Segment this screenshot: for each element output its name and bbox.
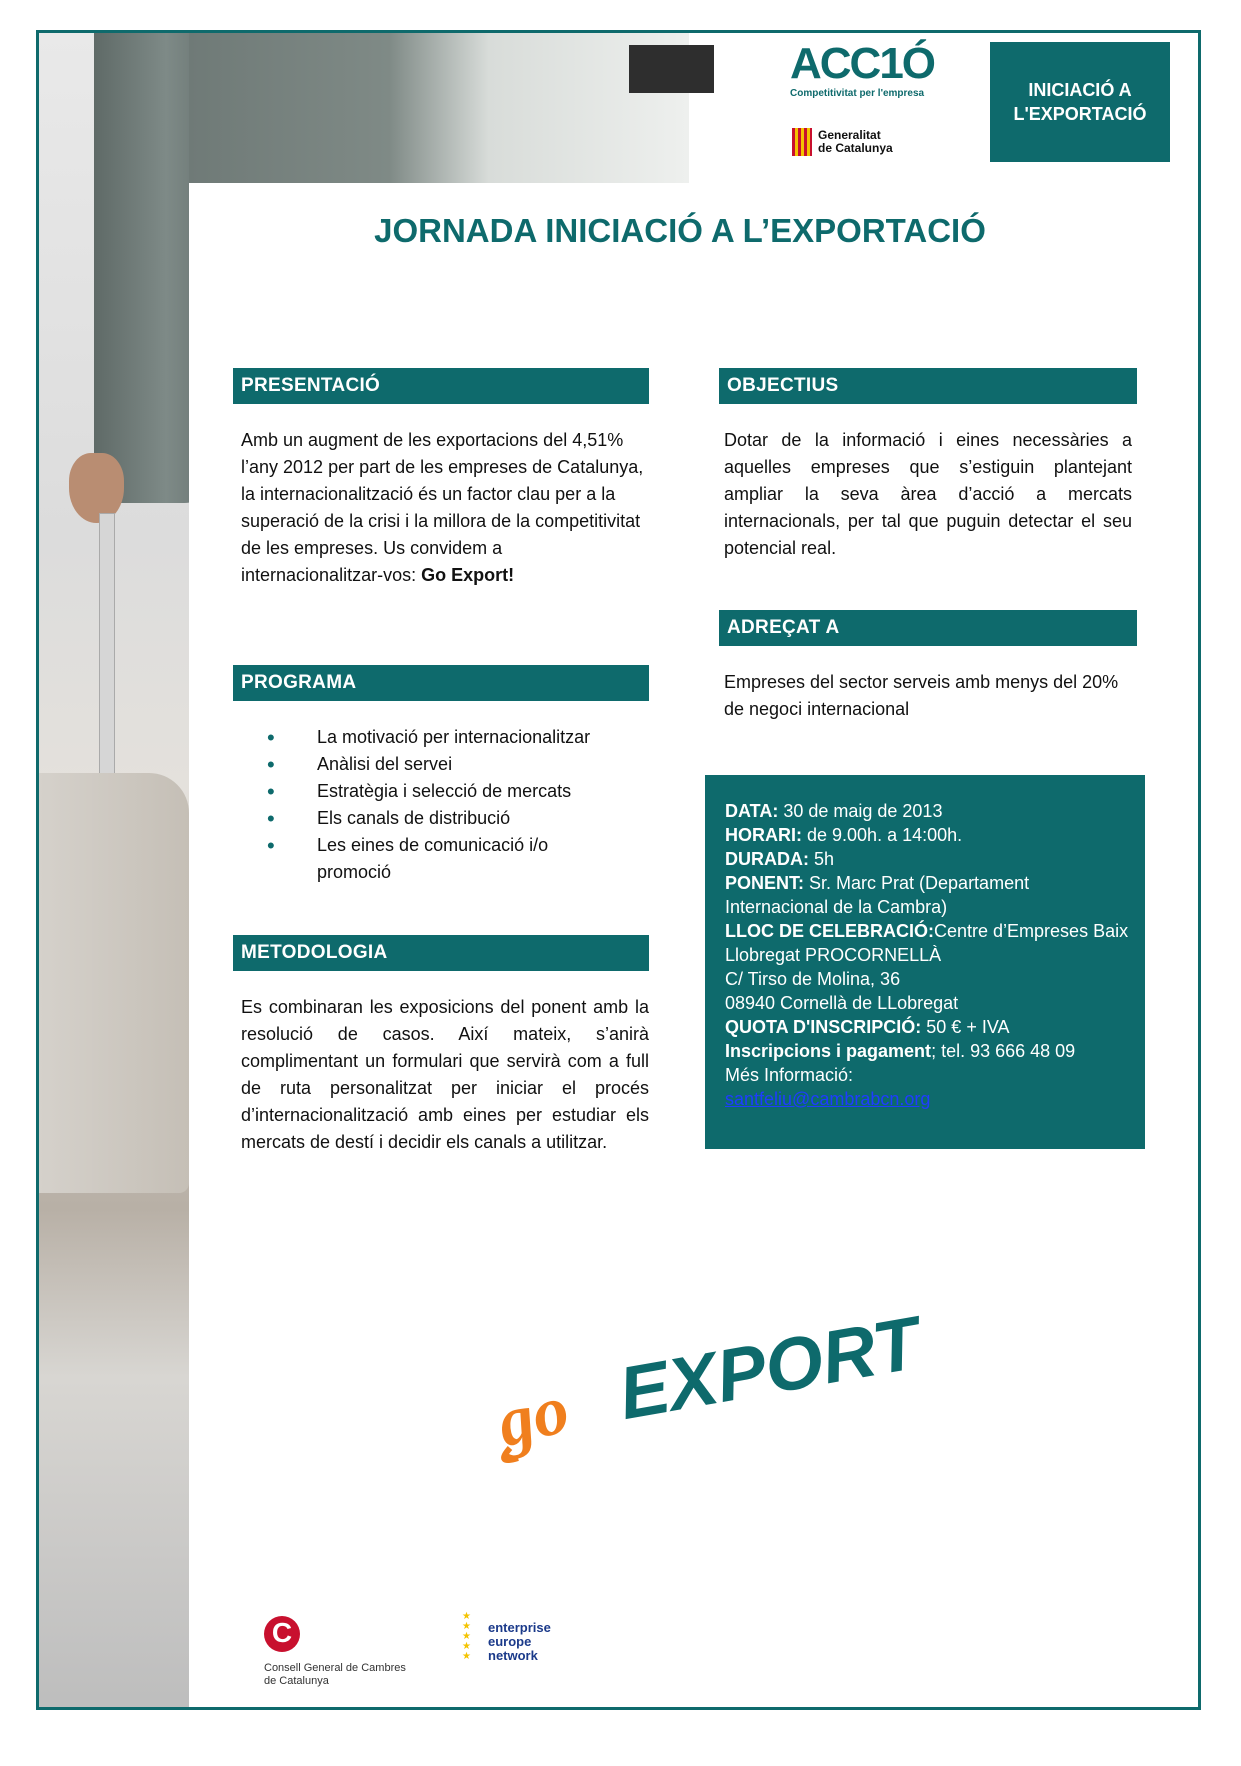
lloc-label: LLOC DE CELEBRACIÓ:	[725, 921, 934, 941]
tag-line2: L'EXPORTACIÓ	[1013, 104, 1147, 124]
event-info-box	[705, 775, 1145, 1149]
adrecat-heading: ADREÇAT A	[719, 610, 1137, 646]
data-value: 30 de maig de 2013	[778, 801, 943, 821]
een-line1: enterprise	[488, 1620, 551, 1635]
email-link[interactable]: santfeliu@cambrabcn.org	[725, 1089, 931, 1109]
een-line2: europe	[488, 1634, 532, 1649]
presentacio-go-export: Go Export!	[421, 565, 515, 585]
lloc-value: Centre d’Empreses Baix Llobregat PROCORNELLÀ	[725, 921, 1129, 965]
metodologia-text: Es combinaran les exposicions del ponent amb la resolució de casos. Així mateix, s’anirà complimentant un formulari que servirà com a full de ruta personalitzat per iniciar el procés d’internacionalització amb eines per estudiar els mercats de destí i decidir els canals a utilitzar.	[241, 997, 649, 1152]
generalitat-flag-icon	[792, 128, 812, 156]
durada-label: DURADA:	[725, 849, 809, 869]
presentacio-text	[241, 427, 649, 589]
horari-label: HORARI:	[725, 825, 802, 845]
generalitat-line2: de Catalunya	[818, 141, 893, 155]
data-label: DATA:	[725, 801, 779, 821]
list-item: • Els canals de distribució	[241, 805, 649, 832]
address-line1: C/ Tirso de Molina, 36	[725, 969, 901, 989]
ponent-label: PONENT:	[725, 873, 805, 893]
durada-value: 5h	[809, 849, 835, 869]
programa-heading: PROGRAMA	[233, 665, 649, 701]
adrecat-text: Empreses del sector serveis amb menys del 20% de negoci internacional	[724, 672, 1119, 719]
page-title: JORNADA INICIACIÓ A L’EXPORTACIÓ	[374, 212, 986, 249]
enterprise-europe-network-logo	[462, 1612, 551, 1672]
go-export-go-word: go	[490, 1370, 577, 1463]
list-item: • Estratègia i selecció de mercats	[241, 778, 649, 805]
list-item: • La motivació per internacionalitzar	[241, 724, 649, 751]
photo-plaque	[629, 45, 714, 93]
cgc-logo	[264, 1616, 406, 1688]
generalitat-line1: Generalitat	[818, 128, 881, 142]
list-item: • Les eines de comunicació i/o promoció	[241, 832, 649, 886]
tag-line1: INICIACIÓ A	[1028, 80, 1132, 100]
go-export-export-word: EXPORT	[612, 1300, 926, 1436]
iniciacio-tag	[990, 42, 1170, 162]
presentacio-body: Amb un augment de les exportacions del 4,51% l’any 2012 per part de les empreses de Catalunya, la internacionalització és un factor clau per a la superació de la crisi i la millora de la competitivitat de les empreses. Us convidem a internacionalitzar-vos:	[241, 430, 644, 585]
cgc-line1: Consell General de Cambres	[264, 1662, 406, 1674]
objectius-text: Dotar de la informació i eines necessàries a aquelles empreses que s’estiguin plantejant ampliar la seva àrea d’acció a mercats internacionals, per tal que puguin detectar el seu potencial real.	[724, 430, 1132, 558]
generalitat-logo	[792, 128, 893, 156]
inscripcions-value: ; tel. 93 666 48 09	[931, 1041, 1076, 1061]
photo-suitcase-handle	[99, 513, 115, 785]
ponent-value: Sr. Marc Prat (Departament Internacional de la Cambra)	[725, 873, 1030, 917]
presentacio-heading: PRESENTACIÓ	[233, 368, 649, 404]
objectius-heading: OBJECTIUS	[719, 368, 1137, 404]
photo-hand	[69, 453, 124, 523]
background-photo-top	[189, 33, 689, 183]
een-line3: network	[488, 1648, 538, 1663]
address-line2: 08940 Cornellà de LLobregat	[725, 993, 959, 1013]
cgc-line2: de Catalunya	[264, 1675, 329, 1687]
background-photo	[39, 33, 189, 1710]
horari-value: de 9.00h. a 14:00h.	[802, 825, 963, 845]
go-export-logo	[490, 1280, 970, 1480]
list-item: • Anàlisi del servei	[241, 751, 649, 778]
accio-logo-word: ACC1Ó	[790, 39, 935, 88]
quota-value: 50 € + IVA	[921, 1017, 1010, 1037]
metodologia-heading: METODOLOGIA	[233, 935, 649, 971]
accio-logo	[790, 39, 950, 99]
photo-suitcase	[39, 773, 189, 1193]
mes-info-label: Més Informació:	[725, 1065, 854, 1085]
cgc-logo-icon: C	[264, 1616, 300, 1652]
quota-label: QUOTA D'INSCRIPCIÓ:	[725, 1017, 922, 1037]
programa-list	[241, 724, 649, 886]
inscripcions-label: Inscripcions i pagament	[725, 1041, 932, 1061]
accio-tagline: Competitivitat per l'empresa	[790, 88, 925, 99]
eu-stars-icon: ★ ★ ★ ★ ★	[462, 1611, 471, 1662]
